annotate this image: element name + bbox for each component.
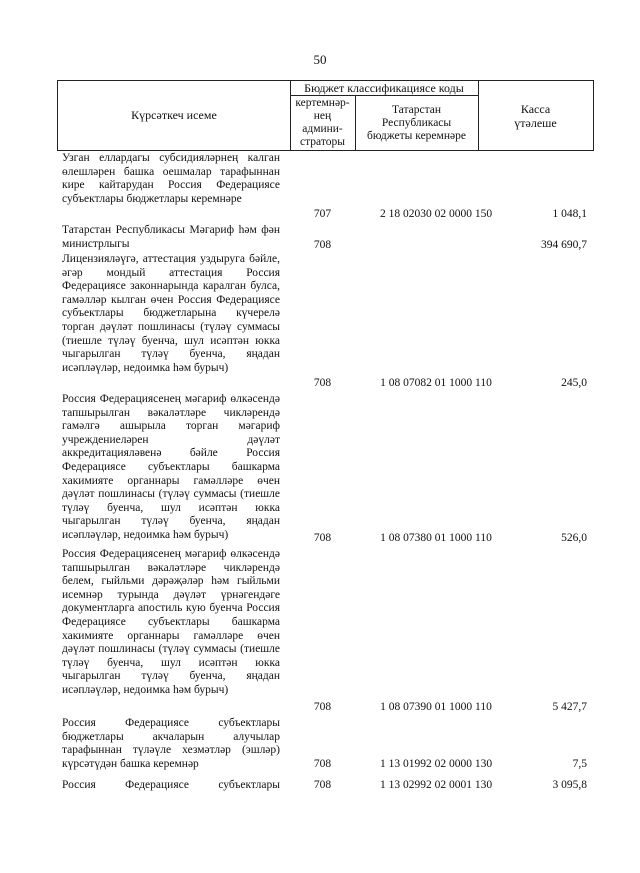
- row-description: Лицензияләүгә, аттестация уздыруга бәйле, әгәр мондый аттестация Россия Федерациясе законнарында каралган булса, гамәлләр кылган өчен Россия Федерациясе субъектлары бюджетларына күчерелә торган дәүләт пошлинасы (түләү суммасы (тиешле түләү буенча, шул исәптән юкка чыгарылган түләү буенча, яңадан исәпләүләр, недоимка һәм бурыч): [62, 253, 280, 374]
- table-row: [0, 253, 640, 393]
- table-row: [0, 222, 640, 252]
- row-amount: 3 095,8: [552, 779, 587, 791]
- row-amount: 245,0: [561, 377, 587, 389]
- row-amount: 7,5: [572, 758, 587, 770]
- page-number: 50: [313, 52, 327, 67]
- row-budget-code: 1 13 02992 02 0001 130: [379, 779, 493, 791]
- row-budget-code: 1 13 01992 02 0000 130: [379, 758, 493, 770]
- row-budget-code: 1 08 07082 01 1000 110: [380, 377, 492, 389]
- header-tatarstan-budget-revenue: Татарстан Республикасы бюджеты керемнәре: [355, 96, 479, 150]
- row-budget-code: 1 08 07380 01 1000 110: [380, 532, 492, 544]
- row-description: Россия Федерациясе субъектлары: [62, 779, 280, 791]
- row-budget-code: 1 08 07390 01 1000 110: [380, 701, 492, 713]
- row-amount: 1 048,1: [552, 208, 587, 220]
- row-admin-code: 708: [313, 701, 332, 713]
- row-admin-code: 708: [313, 239, 332, 251]
- header-indicator-name: Күрсәткеч исеме: [58, 81, 291, 150]
- table-header: [57, 80, 594, 151]
- row-description: Татарстан Республикасы Мәгариф һәм фән министрлыгы: [62, 224, 280, 250]
- table-row: [0, 548, 640, 716]
- row-amount: 394 690,7: [541, 239, 587, 251]
- table-row: [0, 393, 640, 548]
- header-budget-classification: Бюджет классификациясе коды: [290, 81, 479, 96]
- row-admin-code: 708: [313, 779, 332, 791]
- table-row: [0, 779, 640, 797]
- row-description: Узган еллардагы субсидияләрнең калган өлешләрен башка оешмалар тарафыннан кире кайтарудан Россия Федерациясе субъектлары бюджетлары керемнәре: [62, 152, 280, 205]
- table-row: [0, 717, 640, 775]
- header-revenue-administrator: кертемнәр- нең админи- страторы: [290, 96, 356, 151]
- row-amount: 526,0: [561, 532, 587, 544]
- table-row: [0, 152, 640, 222]
- header-cash-execution: Касса үтәлеше: [514, 101, 557, 130]
- row-amount: 5 427,7: [552, 701, 587, 713]
- row-admin-code: 707: [313, 208, 332, 220]
- row-description: Россия Федерациясенең мәгариф өлкәсендә тапшырылган вәкаләтләре чикләрендә белем, гыйльми дәрәҗәләр һәм гыйльми исемнәр турында дәүләт үрнәгендәге документларга апостиль кую буенча Россия Федерациясе субъектлары башкарма хакимияте органнары гамәлләре өчен дәүләт пошлинасы (түләү суммасы (тиешле түләү буенча, шул исәптән юкка чыгарылган түләү буенча, яңадан исәпләүләр, недоимка һәм бурыч): [62, 548, 280, 696]
- row-budget-code: 2 18 02030 02 0000 150: [379, 208, 493, 220]
- row-admin-code: 708: [313, 758, 332, 770]
- row-admin-code: 708: [313, 377, 332, 389]
- row-admin-code: 708: [313, 532, 332, 544]
- row-description: Россия Федерациясенең мәгариф өлкәсендә тапшырылган вәкаләтләре чикләрендә гамәлгә ашырыла торган мәгариф учреждениеләрен дәүләт аккредитацияләвенә бәйле Россия Федерациясе субъектлары башкарма хакимияте органнары гамәлләре өчен дәүләт пошлинасы (түләү суммасы (тиешле түләү буенча, шул исәптән юкка чыгарылган түләү буенча, яңадан исәпләүләр, недоимка һәм бурыч): [62, 393, 280, 541]
- row-description: Россия Федерациясе субъектлары бюджетлары акчаларын алучылар тарафыннан түләүле хезмәтләр (эшләр) күрсәтүдән башка керемнәр: [62, 717, 280, 770]
